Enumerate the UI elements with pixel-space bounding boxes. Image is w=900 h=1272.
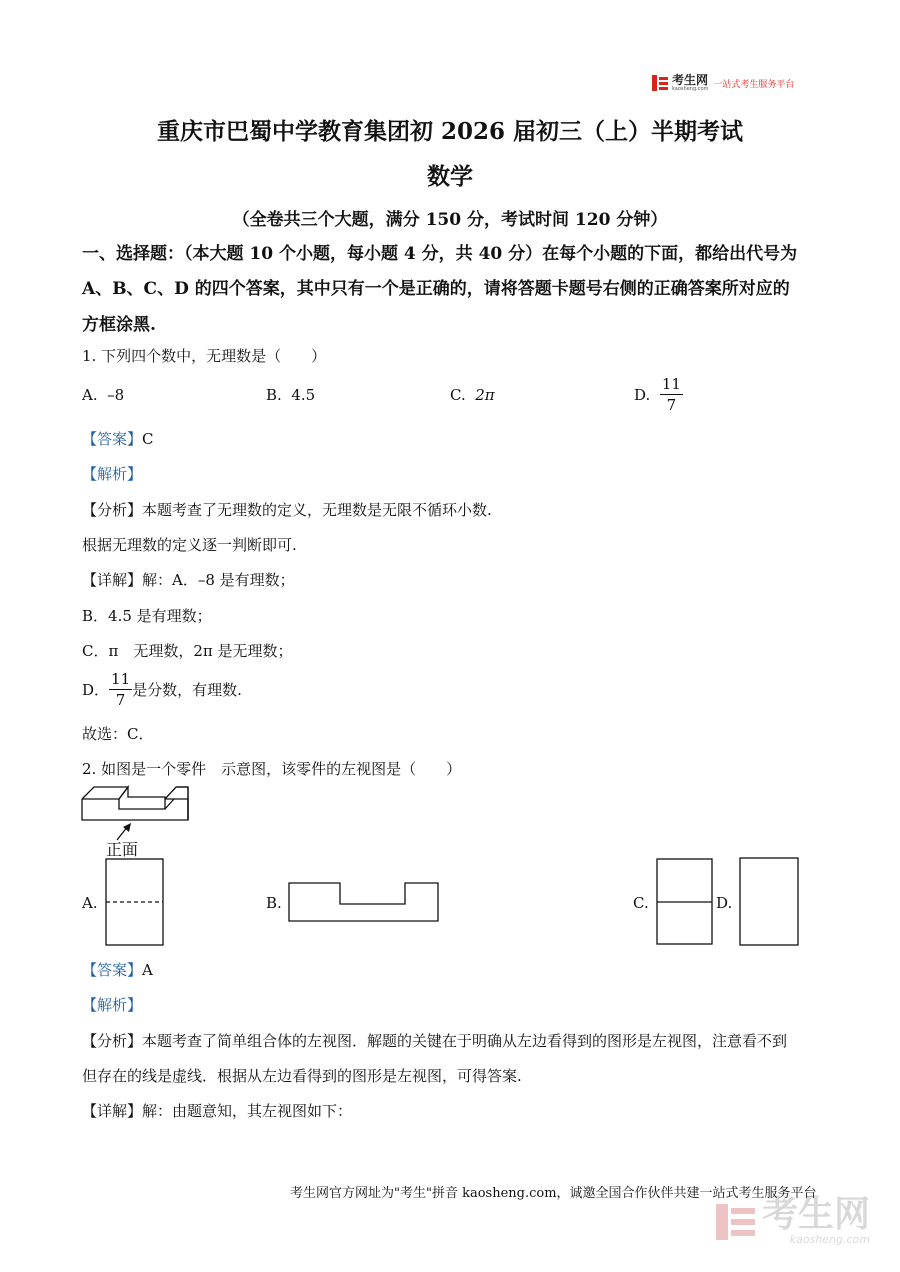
q2-option-d-label: D. (716, 894, 733, 912)
header-logo (652, 74, 794, 92)
logo-name: 考生网 (672, 72, 709, 87)
exam-info: （全卷共三个大题，满分 150 分，考试时间 120 分钟） (232, 210, 668, 230)
q2-answer-tag: 【答案】 (82, 961, 143, 979)
q1-fenxi (82, 499, 492, 520)
subject-title: 数学 (427, 163, 473, 190)
q1-stem: 1. 下列四个数中，无理数是（ ） (82, 347, 327, 365)
kaosheng-logo-icon (652, 75, 668, 91)
q1-option-d (634, 374, 683, 415)
q1-option-b-label: B. (266, 386, 282, 404)
section-instructions-line3: 方框涂黑. (82, 315, 156, 335)
q2-option-a-figure (104, 857, 166, 949)
watermark-logo-icon (716, 1202, 756, 1242)
q1-option-b (266, 386, 315, 404)
q1-option-d-denominator: 7 (666, 396, 677, 414)
q2-detail (82, 1100, 352, 1121)
watermark-text: 考生网 (762, 1194, 871, 1235)
q2-analysis-tag: 【解析】 (82, 996, 143, 1014)
q2-option-c-figure (655, 857, 715, 947)
q2-option-b-figure (287, 881, 441, 924)
section-instructions-line2: A、B、C、D 的四个答案，其中只有一个是正确的，请将答题卡题号右侧的正确答案所对应的 (82, 279, 790, 299)
watermark (716, 1194, 871, 1246)
q1-option-a-label: A. (82, 386, 98, 404)
q2-detail-text: 解：由题意知，其左视图如下： (142, 1102, 353, 1120)
q2-option-a-label: A. (82, 894, 98, 912)
q1-detail-d-suffix: 是分数，有理数. (132, 681, 242, 699)
q1-detail-d-prefix: D． (82, 681, 110, 699)
q1-fenxi-line2: 根据无理数的定义逐一判断即可. (82, 536, 297, 554)
q1-detail-d-denominator: 7 (115, 691, 126, 709)
q1-option-b-value: 4.5 (291, 386, 316, 404)
q2-stem: 2. 如图是一个零件 示意图，该零件的左视图是（ ） (82, 760, 462, 778)
q2-answer (82, 959, 153, 980)
section-instructions-line1: 一、选择题：（本大题 10 个小题，每小题 4 分，共 40 分）在每个小题的下面，都给出代号为 (82, 244, 798, 264)
q1-conclusion: 故选：C． (82, 725, 154, 743)
watermark-url: kaosheng.com (789, 1233, 871, 1246)
q1-detail-c: C．π 无理数，2π 是无理数； (82, 642, 293, 660)
exam-title: 重庆市巴蜀中学教育集团初 2026 届初三（上）半期考试 (156, 118, 744, 145)
q1-option-d-fraction (660, 374, 683, 415)
q2-detail-tag: 【详解】 (82, 1102, 143, 1120)
q1-option-d-numerator: 11 (661, 375, 681, 393)
q1-option-a (82, 386, 124, 404)
q1-detail-d-numerator: 11 (111, 670, 131, 688)
q2-fenxi (82, 1030, 787, 1051)
logo-domain: kaosheng.com (672, 85, 709, 92)
q1-answer (82, 428, 154, 449)
front-label: 正面 (106, 840, 139, 859)
q1-detail-b: B．4.5 是有理数； (82, 607, 212, 625)
part-3d-figure (80, 783, 195, 833)
q2-fenxi-line2: 但存在的线是虚线．根据从左边看得到的图形是左视图，可得答案. (82, 1067, 522, 1085)
q2-fenxi-tag: 【分析】 (82, 1032, 143, 1050)
q1-detail-d-fraction (109, 669, 132, 710)
q1-option-c-value: 2π (475, 386, 495, 404)
logo-slogan: 一站式考生服务平台 (713, 79, 795, 90)
q1-analysis-tag: 【解析】 (82, 465, 143, 483)
q1-option-c-label: C. (450, 386, 466, 404)
q2-option-b-label: B. (266, 894, 282, 912)
q2-option-d-figure (738, 856, 801, 948)
q1-answer-value: C (142, 430, 154, 448)
q2-option-c-label: C. (633, 894, 649, 912)
q1-answer-tag: 【答案】 (82, 430, 143, 448)
footer-text: 考生网官方网址为"考生"拼音 kaosheng.com，诚邀全国合作伙伴共建一站式考生服务平台 (290, 1186, 817, 1201)
q1-option-d-label: D. (634, 385, 651, 404)
q2-answer-value: A (142, 961, 153, 979)
q1-fenxi-text: 本题考查了无理数的定义，无理数是无限不循环小数. (142, 501, 492, 519)
q2-fenxi-text: 本题考查了简单组合体的左视图．解题的关键在于明确从左边看得到的图形是左视图，注意看不到 (142, 1032, 788, 1050)
q1-option-a-value: –8 (107, 386, 125, 404)
q1-fenxi-tag: 【分析】 (82, 501, 143, 519)
q1-detail-tag: 【详解】 (82, 571, 143, 589)
q1-detail-d (82, 669, 242, 710)
q1-option-c (450, 386, 495, 404)
q1-detail-a (82, 569, 295, 590)
q1-detail-a-text: 解：A．–8 是有理数； (142, 571, 295, 589)
